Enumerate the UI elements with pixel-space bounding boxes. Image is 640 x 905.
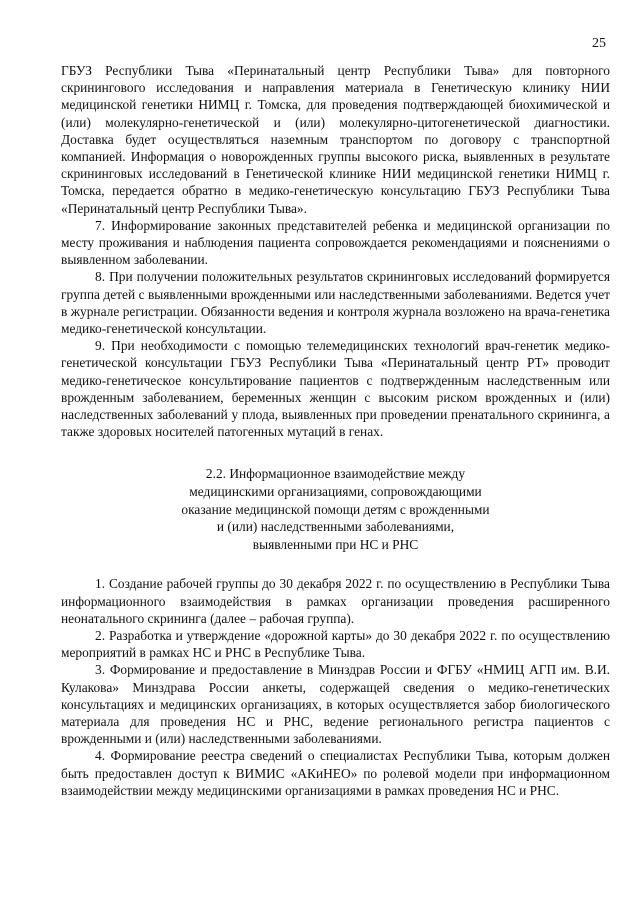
paragraph-item-2: 2. Разработка и утверждение «дорожной карты» до 30 декабря 2022 г. по осуществлению мероприятий в рамках НС и РНС в Республике Тыва. bbox=[61, 628, 610, 661]
paragraph-item-7: 7. Информирование законных представителей ребенка и медицинской организации по месту проживания и наблюдения пациента сопровождается рекомендациями и пояснениями о выявленном заболевании. bbox=[61, 217, 610, 268]
paragraph-item-8: 8. При получении положительных результатов скрининговых исследований формируется группа детей с выявленными врожденными или наследственными заболеваниями. Ведется учет в журнале регистрации. Обязанности ведения и контроля журнала возложено на врача-генетика медико-генетической консультации. bbox=[61, 269, 610, 337]
paragraph-item-4: 4. Формирование реестра сведений о специалистах Республики Тыва, которым должен быть предоставлен доступ к ВИМИС «АКиНЕО» по ролевой модели при информационном взаимодействии между медицинскими организациями в рамках проведения НС и РНС. bbox=[61, 748, 610, 798]
section-heading bbox=[61, 465, 610, 553]
section-heading-line: выявленными при НС и РНС bbox=[252, 536, 419, 552]
paragraph-continuation: ГБУЗ Республики Тыва «Перинатальный центр Республики Тыва» для повторного скринингового исследования и направления материала в Генетическую клинику НИИ медицинской генетики НИМЦ г. Томска, для проведения подтверждающей биохимической и (или) молекулярно-генетической и (или) молекулярно-цитогенетической диагностики. Доставка будет осуществляться наземным транспортом по договору с транспортной компанией. Информация о новорожденных группы высокого риска, выявленных в результате скрининговых исследований в Генетической клинике НИИ медицинской генетики НИМЦ г. Томска, передается обратно в медико-генетическую консультацию ГБУЗ Республики Тыва «Перинатальный центр Республики Тыва». bbox=[61, 63, 610, 216]
paragraph-item-9: 9. При необходимости с помощью телемедицинских технологий врач-генетик медико-генетической консультации ГБУЗ Республики Тыва «Перинатальный центр РТ» проводит медико-генетическое консультирование пациентов с подтвержденным наследственным или врожденным заболеванием, беременных женщин с высоким риском врожденных и (или) наследственных заболеваний у плода, выявленных при проведении пренатального скрининга, а также здоровых носителей патогенных мутаций в генах. bbox=[61, 338, 610, 440]
section-heading-line: 2.2. Информационное взаимодействие между bbox=[205, 466, 466, 482]
section-heading-line: медицинскими организациями, сопровождающими bbox=[189, 484, 482, 500]
paragraph-item-3: 3. Формирование и предоставление в Минздрав России и ФГБУ «НМИЦ АГП им. В.И. Кулакова» Минздрава России анкеты, содержащей сведения о медико-генетических консультациях и медицинских организациях, в которых осуществляется забор биологического материала для проведения НС и РНС, ведение регионального регистра пациентов с врожденными и (или) наследственными заболеваниями. bbox=[61, 662, 610, 747]
section-heading-line: и (или) наследственными заболеваниями, bbox=[216, 519, 455, 535]
document-body bbox=[61, 62, 610, 799]
paragraph-item-1: 1. Создание рабочей группы до 30 декабря 2022 г. по осуществлению в Республики Тыва информационного взаимодействия в рамках организации проведения расширенного неонатального скрининга (далее – рабочая группа). bbox=[61, 576, 610, 626]
page-number: 25 bbox=[592, 36, 606, 51]
section-heading-line: оказание медицинской помощи детям с врожденными bbox=[181, 501, 490, 517]
